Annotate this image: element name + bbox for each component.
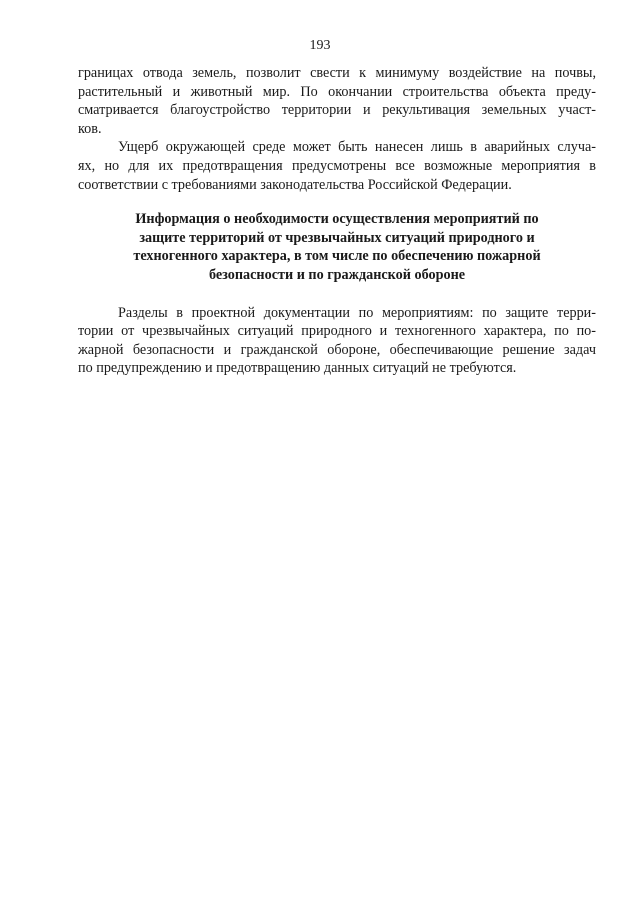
text-line: Ущерб окружающей среде может быть нанесен лишь в аварийных случа- (118, 139, 596, 156)
text-line: соответствии с требованиями законодательства Российской Федерации. (78, 176, 512, 193)
text-line: ков. (78, 120, 102, 137)
heading-line: Информация о необходимости осуществления мероприятий по (135, 211, 539, 228)
heading-line: защите территорий от чрезвычайных ситуаций природного и (139, 229, 535, 246)
heading-line: техногенного характера, в том числе по обеспечению пожарной (133, 248, 541, 265)
text-line: ях, но для их предотвращения предусмотрены все возможные мероприятия в (78, 157, 596, 174)
page-number: 193 (309, 38, 331, 53)
page-content (78, 64, 596, 378)
section-heading (78, 210, 596, 284)
text-line: Разделы в проектной документации по мероприятиям: по защите терри- (118, 304, 596, 321)
heading-line: безопасности и по гражданской обороне (208, 266, 466, 283)
text-line: границах отвода земель, позволит свести к минимуму воздействие на почвы, (78, 65, 596, 81)
text-line: сматривается благоустройство территории и рекультивация земельных участ- (78, 102, 596, 119)
paragraph-land-impact (78, 64, 596, 138)
text-line: жарной безопасности и гражданской обороне, обеспечивающие решение задач (78, 341, 596, 358)
text-line: тории от чрезвычайных ситуаций природного и техногенного характера, по по- (78, 323, 596, 340)
paragraph-environment-damage (78, 138, 596, 194)
text-line: растительный и животный мир. По окончании строительства объекта преду- (78, 83, 596, 100)
text-line: по предупреждению и предотвращению данных ситуаций не требуются. (78, 360, 517, 377)
paragraph-emergency-sections (78, 304, 596, 378)
